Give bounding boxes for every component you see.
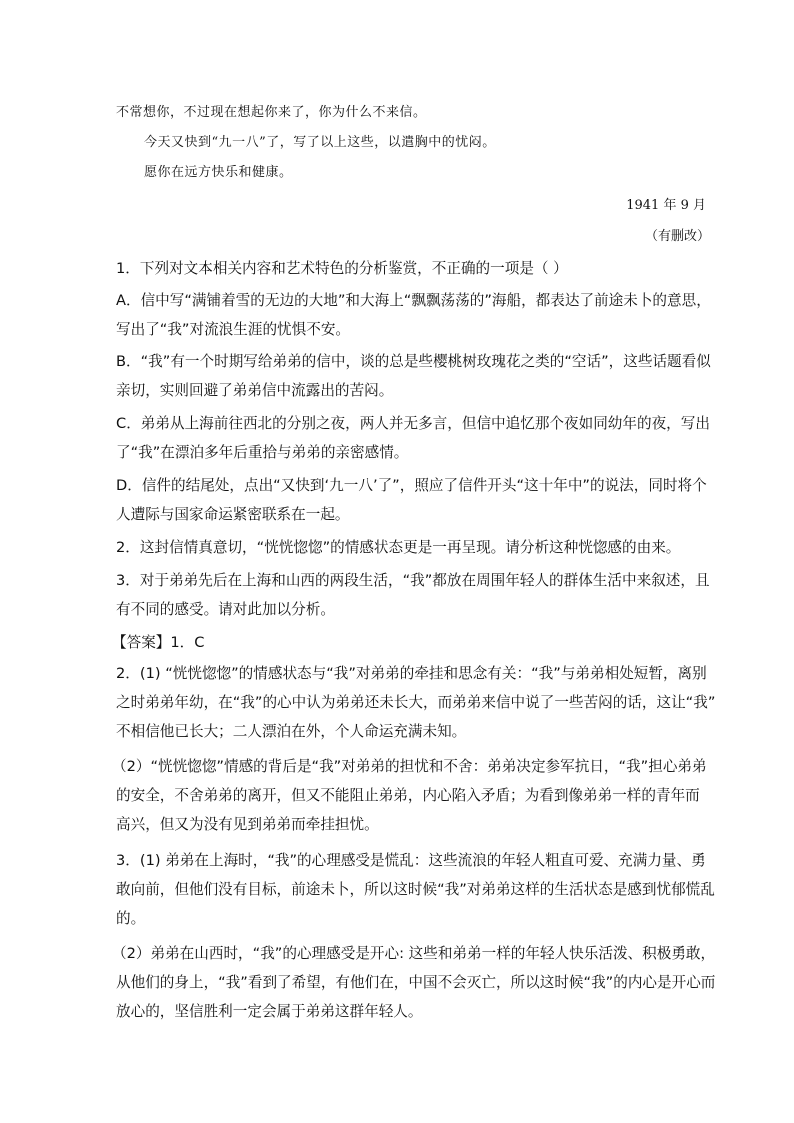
- option-a-line-2: 写出了“我”对流浪生涯的忧惧不安。: [116, 321, 351, 339]
- option-c-line-1: C．弟弟从上海前往西北的分别之夜，两人并无多言，但信中追忆那个夜如同幼年的夜，写出: [116, 415, 710, 432]
- answer-3-part-1: [116, 846, 716, 934]
- question-3-line-1: 3．对于弟弟先后在上海和山西的两段生活，“我”都放在周围年轻人的群体生活中来叙述，且: [116, 572, 710, 589]
- question-1-option-c: [116, 409, 716, 467]
- answer-3-1-line-1: 3．(1) 弟弟在上海时，“我”的心理感受是慌乱：这些流浪的年轻人粗直可爱、充满力量、勇: [116, 852, 706, 869]
- letter-date: 1941 年 9 月: [626, 198, 706, 213]
- letter-line-1: 不常想你，不过现在想起你来了，你为什么不来信。: [116, 105, 427, 120]
- question-2: 2．这封信情真意切，“恍恍惚惚”的情感状态更是一再呈现。请分析这种恍惚感的由来。: [116, 539, 681, 556]
- answer-2-part-2: [112, 752, 716, 840]
- answer-2-1-line-2: 之时弟弟年幼，在“我”的心中认为弟弟还未长大，而弟弟来信中说了一些苦闷的话，这让“我”: [116, 694, 716, 712]
- answer-3-1-line-2: 敢向前，但他们没有目标，前途未卜，所以这时候“我”对弟弟这样的生活状态是感到忧郁慌乱: [116, 881, 715, 899]
- answer-2-1-line-3: 不相信他已长大；二人漂泊在外，个人命运充满未知。: [116, 723, 467, 741]
- answer-3-2-line-2: 从他们的身上，“我”看到了希望，有他们在，中国不会灭亡，所以这时候“我”的内心是开心而: [116, 974, 716, 992]
- question-3-line-2: 有不同的感受。请对此加以分析。: [116, 601, 335, 619]
- option-d-line-1: D．信件的结尾处，点出“又快到‘九一八’了”，照应了信件开头“这十年中”的说法，同时将个: [116, 477, 707, 494]
- option-c-line-2: 了“我”在漂泊多年后重拾与弟弟的亲密感情。: [116, 444, 409, 462]
- question-3: [116, 566, 716, 624]
- answer-2-2-line-3: 高兴，但又为没有见到弟弟而牵挂担忧。: [116, 816, 379, 834]
- answer-2-part-1: [116, 659, 716, 747]
- question-1-option-b: [116, 347, 716, 405]
- source-note: （有删改）: [644, 229, 710, 244]
- letter-line-2: 今天又快到“九一八”了，写了以上这些，以遣胸中的忧闷。: [144, 135, 496, 150]
- option-a-line-1: A．信中写“满铺着雪的无边的大地”和大海上“飘飘荡荡的”海船，都表达了前途未卜的意思，: [116, 292, 711, 309]
- option-b-line-2: 亲切，实则回避了弟弟信中流露出的苦闷。: [116, 382, 394, 400]
- answer-2-2-line-2: 的安全，不舍弟弟的离开，但又不能阻止弟弟，内心陷入矛盾；为看到像弟弟一样的青年而: [116, 787, 700, 805]
- answer-2-2-line-1: （2）“恍恍惚惚”情感的背后是“我”对弟弟的担忧和不舍：弟弟决定参军抗日，“我”担心弟弟: [112, 758, 707, 775]
- question-1-stem: 1．下列对文本相关内容和艺术特色的分析鉴赏，不正确的一项是（ ）: [116, 260, 568, 277]
- question-1-option-a: [116, 286, 716, 344]
- answer-3-2-line-3: 放心的，坚信胜利一定会属于弟弟这群年轻人。: [116, 1003, 423, 1021]
- answer-3-1-line-3: 的。: [116, 910, 146, 928]
- answer-3-part-2: [112, 939, 716, 1027]
- letter-line-3: 愿你在远方快乐和健康。: [144, 165, 293, 180]
- option-b-line-1: B．“我”有一个时期写给弟弟的信中，谈的总是些樱桃树玫瑰花之类的“空话”，这些话题看似: [116, 353, 711, 370]
- answer-2-1-line-1: 2．(1) “恍恍惚惚”的情感状态与“我”对弟弟的牵挂和思念有关：“我”与弟弟相处短暂，离别: [116, 665, 707, 682]
- answer-1: 【答案】1．C: [112, 634, 205, 651]
- question-1-option-d: [116, 471, 716, 529]
- option-d-line-2: 人遭际与国家命运紧密联系在一起。: [116, 506, 350, 524]
- answer-3-2-line-1: （2）弟弟在山西时，“我”的心理感受是开心: 这些和弟弟一样的年轻人快乐活泼、积极勇敢，: [112, 945, 716, 962]
